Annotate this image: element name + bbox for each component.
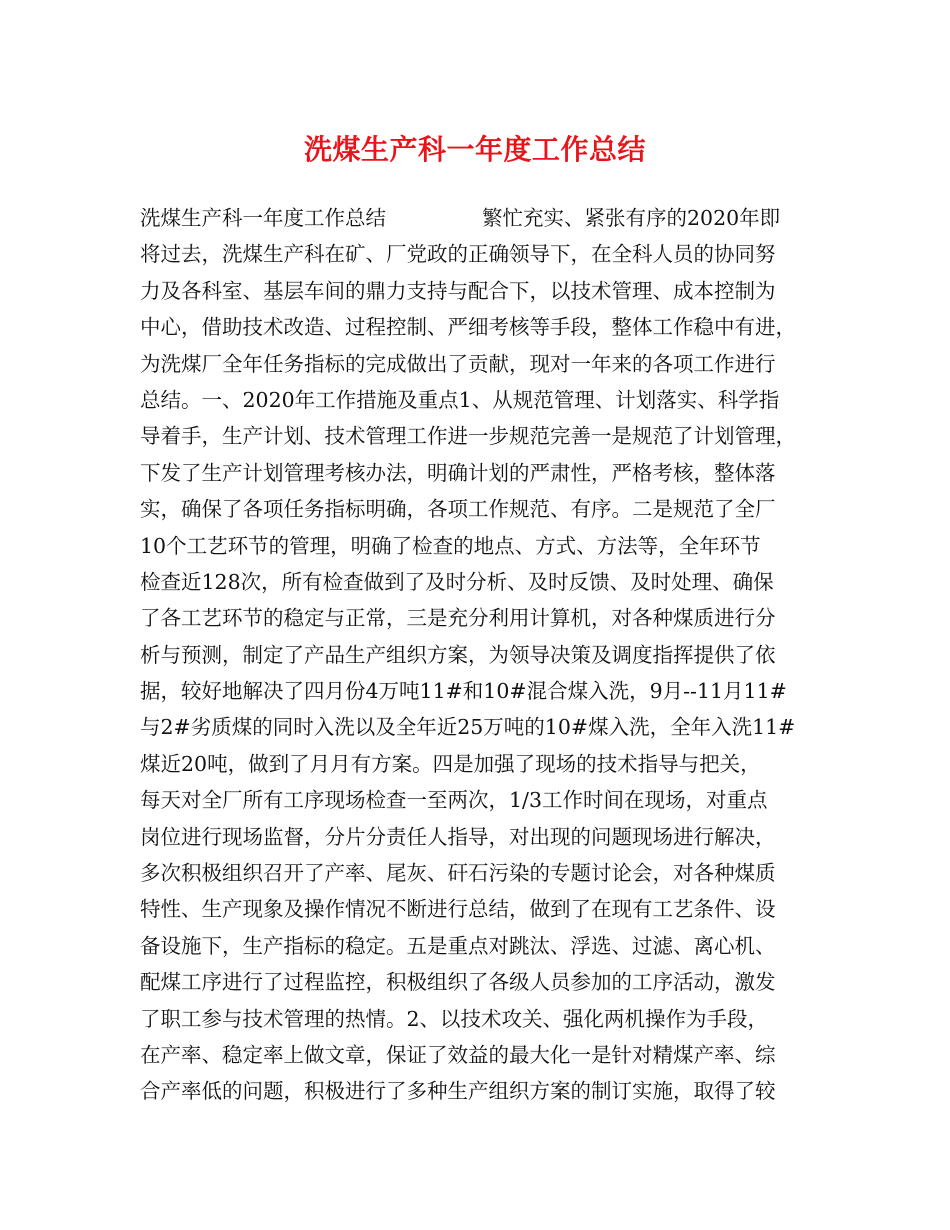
- body-line: 中心，借助技术改造、过程控制、严细考核等手段，整体工作稳中有进，: [140, 315, 796, 340]
- body-line: 为洗煤厂全年任务指标的完成做出了贡献，现对一年来的各项工作进行: [140, 351, 776, 376]
- body-line: 配煤工序进行了过程监控，积极组织了各级人员参加的工序活动，激发: [140, 970, 776, 995]
- document-body: [140, 200, 830, 1110]
- body-line: 特性、生产现象及操作情况不断进行总结，做到了在现有工艺条件、设: [140, 897, 776, 922]
- body-line: 了职工参与技术管理的热情。2、以技术攻关、强化两机操作为手段，: [140, 1006, 769, 1031]
- body-line: 10个工艺环节的管理，明确了检查的地点、方式、方法等，全年环节: [140, 533, 761, 558]
- document-title: 洗煤生产科一年度工作总结: [303, 133, 646, 166]
- body-line: 合产率低的问题，积极进行了多种生产组织方案的制订实施，取得了较: [140, 1079, 776, 1104]
- body-line: 煤近20吨，做到了月月有方案。四是加强了现场的技术指导与把关，: [140, 751, 761, 776]
- body-line: 备设施下，生产指标的稳定。五是重点对跳汰、浮选、过滤、离心机、: [140, 933, 776, 958]
- first-line-lead: 洗煤生产科一年度工作总结: [140, 206, 386, 230]
- body-line-1: [140, 200, 830, 236]
- body-line: 了各工艺环节的稳定与正常，三是充分利用计算机，对各种煤质进行分: [140, 606, 776, 631]
- body-line: 多次积极组织召开了产率、尾灰、矸石污染的专题讨论会，对各种煤质: [140, 861, 776, 886]
- body-line: 总结。一、2020年工作措施及重点1、从规范管理、计划落实、科学指: [140, 387, 780, 412]
- body-line: 据，较好地解决了四月份4万吨11#和10#混合煤入洗，9月--11月11#: [140, 679, 787, 704]
- body-line: 将过去，洗煤生产科在矿、厂党政的正确领导下，在全科人员的协同努: [140, 242, 776, 267]
- body-line: 下发了生产计划管理考核办法，明确计划的严肃性，严格考核，整体落: [140, 460, 776, 485]
- first-line-rest: 繁忙充实、紧张有序的2020年即: [482, 206, 781, 230]
- body-line: 实，确保了各项任务指标明确，各项工作规范、有序。二是规范了全厂: [140, 497, 776, 522]
- body-line: 导着手，生产计划、技术管理工作进一步规范完善一是规范了计划管理，: [140, 424, 796, 449]
- body-line: 岗位进行现场监督，分片分责任人指导，对出现的问题现场进行解决，: [140, 824, 776, 849]
- body-line: 力及各科室、基层车间的鼎力支持与配合下，以技术管理、成本控制为: [140, 278, 776, 303]
- body-line: 在产率、稳定率上做文章，保证了效益的最大化一是针对精煤产率、综: [140, 1042, 776, 1067]
- body-line: 每天对全厂所有工序现场检查一至两次，1/3工作时间在现场，对重点: [140, 788, 768, 813]
- body-line: 析与预测，制定了产品生产组织方案，为领导决策及调度指挥提供了依: [140, 642, 776, 667]
- body-line: 检查近128次，所有检查做到了及时分析、及时反馈、及时处理、确保: [140, 569, 774, 594]
- body-line: 与2#劣质煤的同时入洗以及全年近25万吨的10#煤入洗，全年入洗11#: [140, 715, 796, 740]
